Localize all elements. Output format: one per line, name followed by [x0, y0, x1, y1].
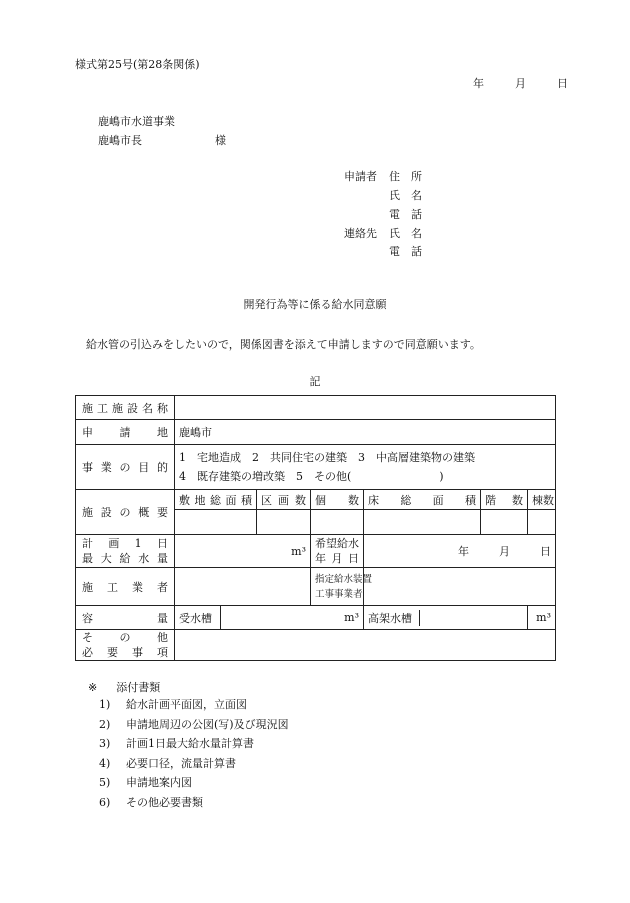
other-value[interactable] — [175, 630, 556, 661]
daily-max-value[interactable] — [175, 535, 311, 568]
list-item: 1) 給水計画平面図，立面図 — [99, 698, 247, 711]
daily-max-unit: m³ — [291, 544, 306, 558]
date-month: 月 — [515, 77, 526, 90]
table-row — [76, 535, 556, 568]
row-facility-name — [76, 396, 175, 420]
lot-count-value[interactable] — [257, 510, 311, 535]
purpose-line-1: 1 宅地造成 2 共同住宅の建築 3 中高層建築物の建築 — [179, 451, 475, 464]
floors-value[interactable] — [481, 510, 528, 535]
floor-area-header: 床 総 面 積 — [364, 490, 481, 510]
table-row — [76, 420, 556, 445]
lot-count-header: 区 画 数 — [257, 490, 311, 510]
list-item: 6) その他必要書類 — [99, 795, 203, 809]
row-contractor — [76, 568, 175, 606]
facility-overview-label: 施 設 の 概 要 — [82, 506, 168, 519]
document-title: 開発行為等に係る給水同意願 — [243, 298, 387, 311]
capacity-label: 容 量 — [82, 611, 168, 625]
application-site-label: 申 請 地 — [82, 426, 168, 439]
facility-name-label: 施 工 施 設 名 称 — [82, 401, 168, 415]
row-facility-overview — [76, 490, 175, 535]
daily-max-label-2: 最 大 給 水 量 — [82, 552, 168, 565]
applicant-phone-label: 電 話 — [389, 208, 422, 221]
designated-contractor-label: 指定給水装置 工 事 事 業 者 — [311, 568, 364, 606]
attachments-title: 添付書類 — [116, 681, 161, 694]
list-item: 4) 必要口径，流量計算書 — [99, 756, 236, 770]
table-row — [76, 396, 556, 420]
contact-phone-label: 電 話 — [389, 245, 422, 258]
contact-role: 連絡先 — [344, 227, 377, 240]
elevated-tank-label: 高架水槽 — [364, 610, 420, 626]
site-area-value[interactable] — [175, 510, 257, 535]
purpose-label: 事 業 の 目 的 — [82, 461, 168, 474]
desired-day: 日 — [540, 545, 551, 558]
designated-contractor-value[interactable] — [364, 568, 556, 606]
attachments-heading — [88, 679, 160, 695]
elevated-tank-cell — [364, 606, 528, 630]
contractor-value[interactable] — [175, 568, 311, 606]
desired-date-value[interactable] — [364, 535, 556, 568]
purpose-line-2: 4 既存建築の増改築 5 その他( ) — [179, 470, 444, 483]
intro-text: 給水管の引込みをしたいので，関係図書を添えて申請しますので同意願います。 — [86, 338, 481, 351]
form-number: 様式第25号(第28条関係) — [75, 58, 200, 71]
contact-name-label: 氏 名 — [389, 227, 422, 240]
site-area-header: 敷 地 総 面 積 — [175, 490, 257, 510]
receiving-tank-label: 受水槽 — [175, 606, 221, 630]
table-row — [76, 490, 556, 510]
purpose-options[interactable] — [175, 445, 556, 490]
other-label-2: 必 要 事 項 — [82, 646, 168, 659]
attachments-list — [99, 695, 289, 812]
floors-header: 階 数 — [481, 490, 528, 510]
row-purpose — [76, 445, 175, 490]
ki-label: 記 — [309, 375, 321, 388]
list-item: 3) 計画1日最大給水量計算書 — [99, 737, 254, 750]
list-item: 2) 申請地周辺の公図(写)及び現況図 — [99, 717, 289, 731]
table-row — [76, 568, 556, 606]
applicant-role: 申請者 — [344, 170, 377, 183]
desired-month: 月 — [499, 545, 510, 558]
table-row — [76, 445, 556, 490]
desired-date-label: 希 望 給 水 年 月 日 — [311, 535, 364, 568]
date-year: 年 — [473, 77, 484, 90]
row-other — [76, 630, 175, 661]
row-application-site — [76, 420, 175, 445]
buildings-value[interactable] — [528, 510, 556, 535]
buildings-header: 棟 数 — [528, 490, 556, 510]
desired-year: 年 — [458, 545, 469, 558]
date-line — [473, 75, 568, 91]
row-capacity — [76, 606, 175, 630]
elevated-tank-unit: m³ — [536, 611, 551, 624]
receiving-tank-unit: m³ — [344, 611, 359, 624]
list-item: 5) 申請地案内図 — [99, 776, 192, 789]
row-daily-max — [76, 535, 175, 568]
applicant-name-label: 氏 名 — [389, 189, 422, 202]
addressee-name: 鹿嶋市長 — [98, 134, 142, 147]
facility-name-value[interactable] — [175, 396, 556, 420]
date-day: 日 — [557, 77, 568, 90]
daily-max-label-1: 計 画 1 日 — [82, 537, 168, 550]
contractor-label: 施 工 業 者 — [82, 580, 168, 594]
floor-area-value[interactable] — [364, 510, 481, 535]
attachments-mark: ※ — [88, 681, 98, 694]
table-row — [76, 606, 556, 630]
elevated-tank-value[interactable] — [420, 610, 527, 626]
unit-count-value[interactable] — [311, 510, 364, 535]
applicant-address-label: 住 所 — [389, 170, 422, 183]
addressee-line1: 鹿嶋市水道事業 — [98, 115, 175, 128]
other-label-1: そ の 他 — [82, 631, 168, 644]
unit-count-header: 個 数 — [311, 490, 364, 510]
addressee-honorific: 様 — [215, 134, 226, 147]
elevated-tank-unit-cell[interactable] — [528, 606, 556, 630]
receiving-tank-value[interactable] — [221, 606, 364, 630]
application-table — [75, 395, 556, 661]
table-row — [76, 630, 556, 661]
application-site-value[interactable]: 鹿嶋市 — [175, 420, 556, 445]
